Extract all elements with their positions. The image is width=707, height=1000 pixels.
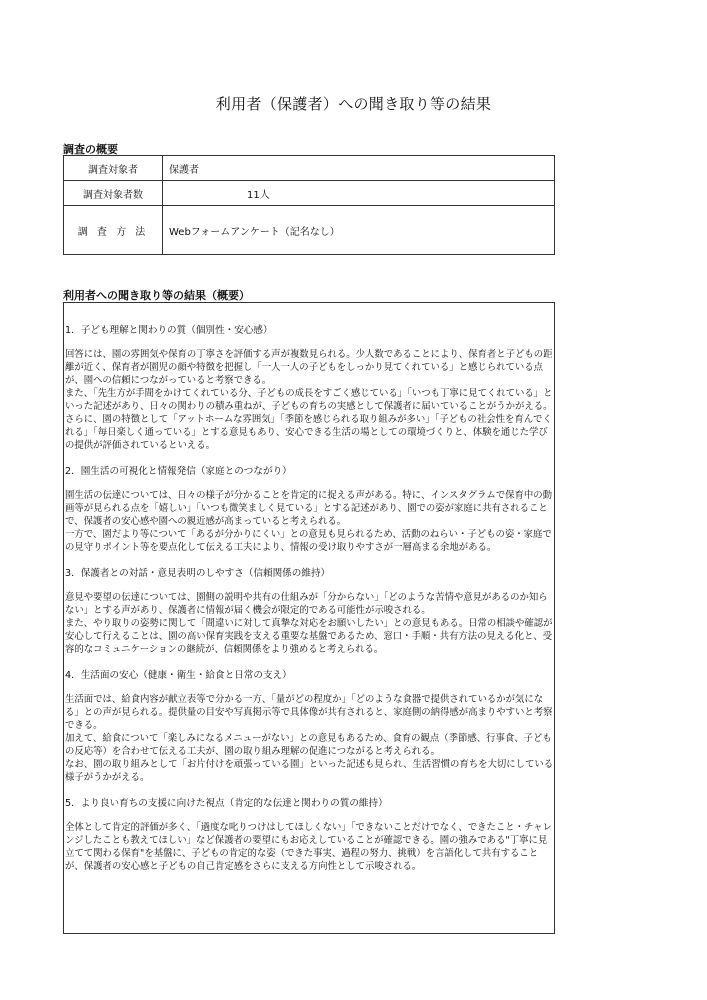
paragraph: 意見や要望の伝達については、園側の説明や共有の仕組みが「分からない」「どのような苦情や意見があるのか知らない」とする声があり、保護者に情報が届く機会が限定的である可能性が示唆される。: [65, 592, 548, 616]
paragraph: 一方で、園だより等について「あるが分かりにくい」との意見も見られるため、活動のねらい・子どもの姿・家庭での見守りポイント等を要点化して伝える工夫により、情報の受け取りやすさが一層高まる余地がある。: [65, 529, 552, 553]
overview-heading: 調査の概要: [63, 143, 118, 156]
table-row: [64, 156, 555, 181]
result-item-body: [65, 591, 554, 656]
results-heading: 利用者への聞き取り等の結果（概要）: [63, 289, 250, 302]
result-item-heading: 2．園生活の可視化と情報発信（家庭とのつながり）: [65, 466, 292, 477]
paragraph: 加えて、給食について「楽しみになるメニューがない」との意見もあるため、食育の観点（季節感、行事食、子どもの反応等）を合わせて伝える工夫が、園の取り組み理解の促進につながると考えられる。: [65, 733, 552, 757]
result-item-heading: 4．生活面の安心（健康・衛生・給食と日常の支え）: [65, 670, 292, 681]
paragraph: さらに、園の特徴として「アットホームな雰囲気」「季節を感じられる取り組みが多い」「子どもの社会性を育んでくれる」「毎日楽しく通っている」とする意見もあり、安心できる生活の場としての環境づくりと、体験を通じた学びの提供が評価されているといえる。: [65, 414, 552, 451]
target-value: 保護者: [163, 156, 555, 181]
paragraph: なお、園の取り組みとして「お片付けを頑張っている園」といった記述も見られ、生活習慣の育ちを大切にしている様子がうかがえる。: [65, 759, 554, 783]
count-label: 調査対象者数: [64, 181, 163, 206]
result-item-4: [65, 669, 554, 784]
paragraph: また、やり取りの姿勢に関して「間違いに対して真摯な対応をお願いしたい」との意見もある。日常の相談や確認が安心して行えることは、園の高い保育実践を支える重要な基盤であるため、窓口・手順・共有方法の見える化と、受容的なコミュニケーションの継続が、信頼関係をより強めると考えられる。: [65, 618, 553, 655]
result-item-body: [65, 489, 554, 554]
document-title: 利用者（保護者）への聞き取り等の結果: [215, 95, 492, 113]
result-item-heading: 1．子ども理解と関わりの質（個別性・安心感）: [65, 325, 273, 336]
result-item-5: [65, 797, 554, 873]
table-row: [64, 181, 555, 206]
count-value: 11人: [163, 181, 555, 206]
paragraph: 生活面では、給食内容が献立表等で分かる一方、「量がどの程度か」「どのような食器で提供されているかが気になる」との声が見られる。提供量の目安や写真掲示等で具体像が共有されると、家庭側の納得感が高まりやすいと考察できる。: [65, 694, 553, 731]
overview-table: [63, 155, 555, 255]
paragraph: 園生活の伝達については、日々の様子が分かることを肯定的に捉える声がある。特に、インスタグラムで保育中の動画等が見られる点を「嬉しい」「いつも微笑ましく見ている」とする記述があり、園での姿が家庭に共有されることで、保護者の安心感や園への親近感が高まっていると考えられる。: [65, 490, 552, 527]
paragraph: また、「先生方が手間をかけてくれている分、子どもの成長をすごく感じている」「いつも丁寧に見てくれている」といった記述があり、日々の関わりの積み重ねが、子どもの育ちの実感として保護者に届いていることがうかがえる。: [65, 388, 553, 412]
result-item-heading: 5．より良い育ちの支援に向けた視点（肯定的な伝達と関わりの質の維持）: [65, 798, 388, 809]
result-item-2: [65, 465, 554, 554]
target-label: 調査対象者: [64, 156, 163, 181]
method-value: Webフォームアンケート（記名なし）: [163, 206, 555, 255]
result-item-body: [65, 348, 554, 452]
result-item-body: [65, 693, 554, 784]
method-label: 調 査 方 法: [64, 206, 163, 255]
results-box: [63, 302, 555, 934]
result-item-body: [65, 821, 554, 873]
paragraph: 回答には、園の雰囲気や保育の丁寧さを評価する声が複数見られる。少人数であることにより、保育者と子どもの距離が近く、保育者が園児の顔や特徴を把握し「一人一人の子どもをしっかり見てくれている」と感じられている点が、園への信頼につながっていると考察できる。: [65, 349, 553, 386]
result-item-heading: 3．保護者との対話・意見表明のしやすさ（信頼関係の維持）: [65, 568, 331, 579]
paragraph: 全体として肯定的評価が多く、「過度な叱りつけはしてほしくない」「できないことだけでなく、できたこと・チャレンジしたことも教えてほしい」など保護者の要望にもお応えしていることが確認できる。園の強みである"丁寧に見立てて関わる保育"を基盤に、子どもの肯定的な姿（できた事実、過程の努力、挑戦）を言語化して共有することが、保護者の安心感と子どもの自己肯定感をさらに支える方向性として示唆される。: [65, 822, 552, 872]
table-row: [64, 206, 555, 255]
result-item-3: [65, 567, 554, 656]
result-item-1: [65, 324, 554, 452]
